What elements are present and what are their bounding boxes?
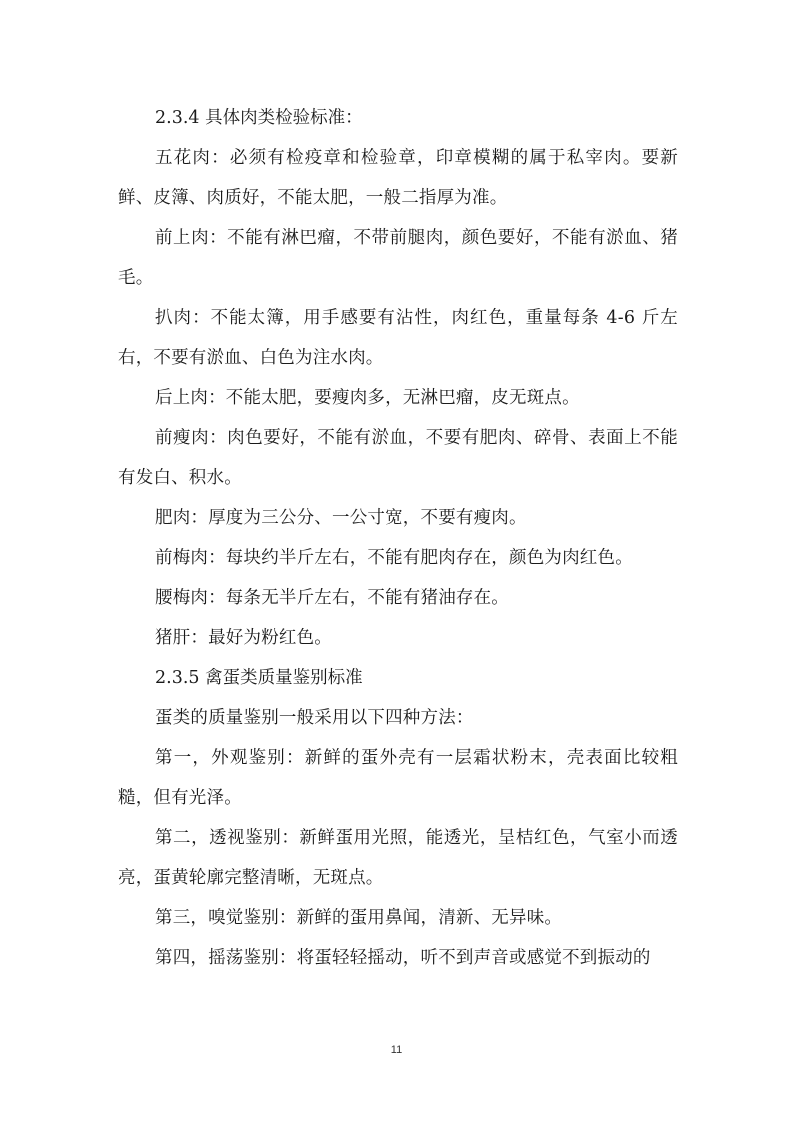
paragraph-front-plum-meat: 前梅肉：每块约半斤左右，不能有肥肉存在，颜色为肉红色。 [155,548,633,568]
paragraph-rear-upper-meat: 后上肉：不能太肥，要瘦肉多，无淋巴瘤，皮无斑点。 [155,388,580,408]
paragraph-waist-plum-meat: 腰梅肉：每条无半斤左右，不能有猪油存在。 [155,588,509,608]
paragraph-ba-meat: 扒肉：不能太簿，用手感要有沾性，肉红色，重量每条 4-6 斤左右，不要有淤血、白色为注水肉。 [118,308,678,368]
paragraph-pork-belly: 五花肉：必须有检疫章和检验章，印章模糊的属于私宰肉。要新鲜、皮簿、肉质好，不能太肥，一般二指厚为准。 [118,148,678,208]
paragraph-egg-methods-intro: 蛋类的质量鉴别一般采用以下四种方法： [155,708,474,728]
paragraph-pork-liver: 猪肝：最好为粉红色。 [155,628,332,648]
section-heading-2-3-5: 2.3.5 禽蛋类质量鉴别标准 [155,668,363,688]
paragraph-fat-meat: 肥肉：厚度为三公分、一公寸宽，不要有瘦肉。 [155,508,527,528]
document-body [118,98,678,978]
paragraph-egg-shaking: 第四，摇荡鉴别：将蛋轻轻摇动，听不到声音或感觉不到振动的 [155,948,651,968]
paragraph-front-upper-meat: 前上肉：不能有淋巴瘤，不带前腿肉，颜色要好，不能有淤血、猪毛。 [118,228,678,288]
paragraph-egg-appearance: 第一，外观鉴别：新鲜的蛋外壳有一层霜状粉末，壳表面比较粗糙，但有光泽。 [118,748,678,808]
paragraph-front-lean-meat: 前瘦肉：肉色要好，不能有淤血，不要有肥肉、碎骨、表面上不能有发白、积水。 [118,428,678,488]
page-number: 11 [390,1044,403,1056]
section-heading-2-3-4: 2.3.4 具体肉类检验标准： [155,108,363,128]
paragraph-egg-candling: 第二，透视鉴别：新鲜蛋用光照，能透光，呈桔红色，气室小而透亮，蛋黄轮廓完整清晰，无斑点。 [118,828,678,888]
paragraph-egg-smell: 第三，嗅觉鉴别：新鲜的蛋用鼻闻，清新、无异味。 [155,908,563,928]
